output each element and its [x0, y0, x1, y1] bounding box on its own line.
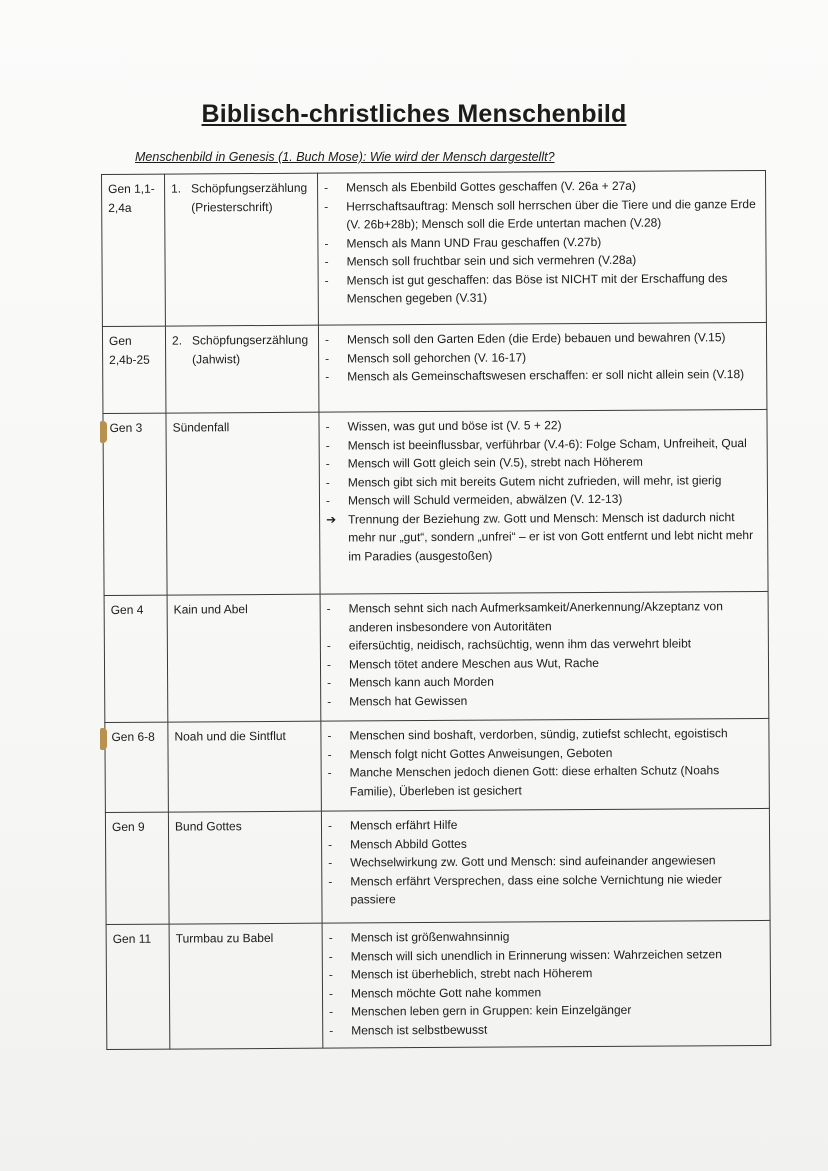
dash-bullet-icon: - [324, 199, 329, 214]
list-item-text: Mensch will sich unendlich in Erinnerung wissen: Wahrzeichen setzen [350, 946, 722, 963]
story-number: 2. [171, 333, 183, 348]
description-cell [319, 409, 768, 594]
list-item-text: Mensch ist gut geschaffen: das Böse ist NICHT mit der Erschaffung des Menschen gegeben (V.31) [346, 270, 728, 306]
dash-bullet-icon: - [327, 675, 332, 690]
genesis-reference: Gen 4 [104, 595, 168, 722]
list-item [326, 507, 761, 565]
story-cell [165, 325, 319, 413]
story-title: Schöpfungserzählung [191, 180, 308, 196]
list-item [324, 194, 759, 234]
list-item [327, 689, 762, 710]
list-item [325, 268, 760, 308]
list-item-text: Mensch als Ebenbild Gottes geschaffen (V. 26a + 27a) [346, 178, 636, 195]
table-row [105, 808, 770, 924]
bullet-list [327, 597, 763, 711]
dash-bullet-icon: - [328, 949, 333, 964]
dash-bullet-icon: - [324, 236, 329, 251]
bullet-list [327, 724, 762, 801]
genesis-reference: Gen 6-8 [105, 722, 169, 812]
description-cell [321, 808, 770, 923]
list-item-text: Mensch möchte Gott nahe kommen [350, 984, 542, 1000]
genesis-reference: Gen 2,4b-25 [102, 326, 166, 413]
sticky-tab-marker [100, 421, 107, 443]
story-cell [169, 923, 323, 1049]
list-item-text: Menschen sind boshaft, verdorben, sündig, zutiefst schlecht, egoistisch [349, 726, 728, 743]
dash-bullet-icon: - [326, 657, 332, 672]
dash-bullet-icon: - [325, 369, 330, 384]
list-item [329, 1018, 764, 1039]
story-title: Kain und Abel [173, 602, 248, 617]
list-item-text: Herrschaftsauftrag: Mensch soll herrschen über die Tiere und die ganze Erde (V. 26b+28b); Mensch soll die Erde untertan machen (V.28) [346, 196, 756, 232]
list-item-text: Mensch ist größenwahnsinnig [350, 929, 510, 945]
dash-bullet-icon: - [328, 874, 333, 889]
story-title: Bund Gottes [174, 819, 242, 834]
list-item [325, 365, 760, 386]
dash-bullet-icon: - [324, 254, 329, 269]
table-row [104, 591, 769, 722]
table-body [102, 170, 771, 1049]
list-item-text: Mensch kann auch Morden [349, 674, 494, 690]
dash-bullet-icon: - [327, 747, 332, 762]
arrow-bullet-icon: ➔ [326, 512, 337, 527]
list-item-text: Mensch will Schuld vermeiden, abwälzen (V. 12-13) [347, 491, 623, 508]
dash-bullet-icon: - [324, 180, 329, 195]
dash-bullet-icon: - [325, 351, 330, 366]
dash-bullet-icon: - [325, 493, 331, 508]
story-cell [165, 173, 319, 326]
list-item-text: Mensch will Gott gleich sein (V.5), strebt nach Höherem [347, 454, 643, 471]
page-title: Biblisch-christliches Menschenbild [201, 100, 627, 128]
list-item-text: Mensch als Mann UND Frau geschaffen (V.27b) [346, 234, 602, 251]
list-item [327, 597, 762, 637]
list-item-text: Mensch soll den Garten Eden (die Erde) bebauen und bewahren (V.15) [346, 330, 726, 347]
table-row [103, 409, 768, 595]
list-item-text: eifersüchtig, neidisch, rachsüchtig, wenn ihm das verwehrt bleibt [348, 636, 692, 653]
list-item-text: Mensch erfährt Versprechen, dass eine solche Vernichtung nie wieder passiere [350, 871, 722, 907]
story-source: (Priesterschrift) [191, 199, 273, 214]
dash-bullet-icon: - [326, 638, 331, 653]
story-cell [167, 594, 321, 722]
list-item-text: Trennung der Beziehung zw. Gott und Mensch: Mensch ist dadurch nicht mehr nur „gut“, sondern „unfrei“ – er ist von Gott entfernt und lebt nicht mehr im Paradies (ausgestoßen) [348, 509, 754, 563]
story-cell [168, 721, 322, 812]
story-title: Schöpfungserzählung [191, 332, 309, 348]
dash-bullet-icon: - [328, 986, 334, 1001]
dash-bullet-icon: - [327, 765, 332, 780]
list-item-text: Mensch ist beeinflussbar, verführbar (V.4-6): Folge Scham, Unfreiheit, Qual [347, 435, 747, 452]
list-item-text: Mensch gibt sich mit bereits Gutem nicht zufrieden, will mehr, ist gierig [347, 472, 722, 489]
story-title: Turmbau zu Babel [175, 930, 274, 946]
dash-bullet-icon: - [328, 837, 333, 852]
dash-bullet-icon: - [329, 1004, 334, 1019]
dash-bullet-icon: - [326, 601, 331, 616]
table-row [102, 322, 767, 413]
description-cell [322, 920, 771, 1048]
dash-bullet-icon: - [328, 855, 333, 870]
list-item-text: Mensch folgt nicht Gottes Anweisungen, Geboten [349, 745, 613, 761]
list-item-text: Mensch ist selbstbewusst [351, 1022, 488, 1037]
dash-bullet-icon: - [327, 728, 332, 743]
description-cell [317, 170, 766, 325]
list-item-text: Mensch soll gehorchen (V. 16-17) [347, 349, 527, 365]
list-item-text: Mensch Abbild Gottes [350, 836, 467, 851]
list-item [328, 761, 763, 801]
table-row [106, 920, 771, 1049]
story-number: 1. [171, 181, 182, 196]
dash-bullet-icon: - [325, 456, 330, 471]
story-cell [168, 811, 322, 924]
list-item-text: Mensch erfährt Hilfe [349, 817, 458, 833]
genesis-reference: Gen 3 [103, 413, 167, 595]
story-source: (Jahwist) [192, 351, 241, 366]
list-item-text: Mensch ist überheblich, strebt nach Höherem [350, 966, 593, 982]
bullet-list [325, 328, 760, 386]
bullet-list [324, 176, 760, 308]
table-row [105, 718, 770, 812]
dash-bullet-icon: - [324, 332, 330, 347]
dash-bullet-icon: - [325, 475, 330, 490]
dash-bullet-icon: - [325, 438, 330, 453]
list-item [328, 869, 763, 909]
story-cell [166, 412, 320, 595]
genesis-reference: Gen 9 [105, 812, 169, 924]
page-subtitle: Menschenbild in Genesis (1. Buch Mose): Wie wird der Mensch dargestellt? [135, 150, 555, 164]
dash-bullet-icon: - [327, 694, 332, 709]
dash-bullet-icon: - [327, 818, 333, 833]
genesis-table [101, 170, 771, 1050]
bullet-list [325, 415, 761, 566]
description-cell [321, 718, 770, 811]
list-item-text: Mensch sehnt sich nach Aufmerksamkeit/Anerkennung/Akzeptanz von anderen insbesondere von Autoritäten [348, 599, 723, 634]
table-row [102, 170, 767, 326]
list-item-text: Mensch als Gemeinschaftswesen erschaffen: er soll nicht allein sein (V.18) [347, 367, 745, 384]
dash-bullet-icon: - [328, 967, 333, 982]
genesis-reference: Gen 11 [106, 924, 170, 1049]
dash-bullet-icon: - [329, 1023, 334, 1038]
bullet-list [328, 814, 764, 909]
list-item-text: Mensch hat Gewissen [349, 693, 468, 708]
list-item-text: Wissen, was gut und böse ist (V. 5 + 22) [347, 418, 562, 434]
dash-bullet-icon: - [328, 930, 333, 945]
sticky-tab-marker [100, 728, 107, 750]
list-item-text: Mensch soll fruchtbar sein und sich vermehren (V.28a) [346, 252, 637, 269]
list-item-text: Mensch tötet andere Meschen aus Wut, Rache [348, 655, 599, 671]
list-item-text: Wechselwirkung zw. Gott und Mensch: sind aufeinander angewiesen [350, 853, 716, 870]
list-item-text: Menschen leben gern in Gruppen: kein Einzelgänger [351, 1002, 632, 1019]
dash-bullet-icon: - [324, 273, 329, 288]
genesis-reference: Gen 1,1-2,4a [102, 174, 166, 326]
dash-bullet-icon: - [325, 419, 330, 434]
story-title: Noah und die Sintflut [174, 728, 286, 744]
description-cell [318, 322, 767, 412]
bullet-list [329, 926, 765, 1040]
list-item-text: Manche Menschen jedoch dienen Gott: diese erhalten Schutz (Noahs Familie), Überleben ist gesichert [349, 763, 720, 798]
story-title: Sündenfall [172, 420, 230, 435]
description-cell [320, 591, 769, 721]
